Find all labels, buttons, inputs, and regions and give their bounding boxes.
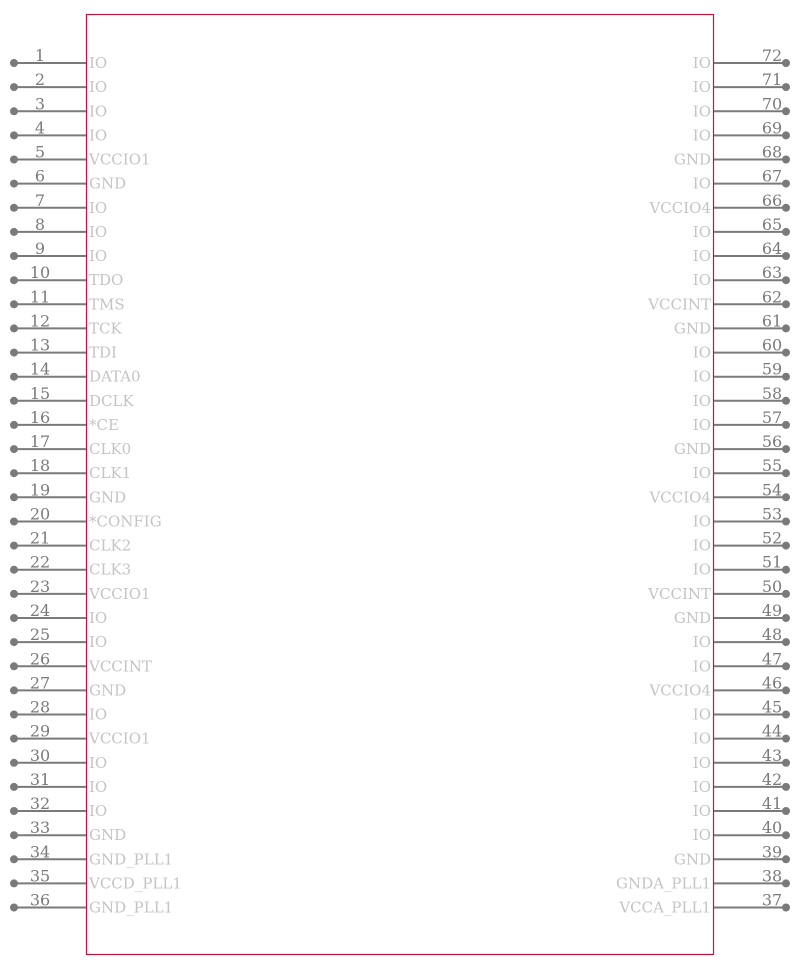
pin-end-dot	[782, 638, 790, 646]
pin-label: IO	[692, 54, 711, 72]
pin-label: VCCA_PLL1	[619, 898, 711, 917]
pin-label: VCCD_PLL1	[89, 874, 182, 893]
pin-end-dot	[10, 445, 18, 453]
pin-end-dot	[782, 518, 790, 526]
pin-label: VCCINT	[648, 295, 711, 314]
pin-number: 12	[29, 311, 51, 331]
pin-end-dot	[10, 735, 18, 743]
pin-label: IO	[692, 222, 711, 241]
pin-number: 49	[761, 601, 783, 620]
pin-end-dot	[782, 204, 790, 212]
pin-label: IO	[89, 705, 108, 724]
right-pin-67	[693, 167, 790, 193]
pin-end-dot	[782, 662, 790, 670]
pin-end-dot	[782, 783, 790, 791]
pin-number: 34	[29, 842, 51, 862]
pin-end-dot	[10, 156, 18, 164]
right-pin-62	[647, 287, 790, 313]
pin-end-dot	[782, 686, 790, 694]
pin-number: 35	[29, 866, 51, 886]
pin-end-dot	[10, 614, 18, 622]
right-pin-47	[693, 649, 790, 675]
pin-end-dot	[10, 204, 18, 212]
right-pin-56	[674, 432, 790, 458]
right-pin-61	[674, 311, 790, 337]
pin-number: 54	[761, 480, 783, 500]
pin-label: VCCIO4	[649, 198, 711, 217]
pin-number: 40	[761, 818, 783, 838]
pin-label: IO	[692, 705, 711, 724]
pin-end-dot	[782, 831, 790, 839]
left-pin-29	[10, 722, 151, 748]
pin-end-dot	[10, 373, 18, 381]
pin-label: *CE	[89, 415, 119, 434]
right-pin-69	[693, 118, 790, 144]
pin-number: 13	[29, 335, 51, 355]
pin-number: 70	[761, 94, 783, 114]
pin-number: 5	[34, 142, 46, 162]
right-pin-66	[648, 191, 790, 217]
pin-end-dot	[10, 59, 18, 67]
left-pin-16	[10, 408, 119, 434]
pin-number: 9	[34, 239, 46, 258]
pin-number: 37	[761, 890, 783, 910]
pin-label: GND	[673, 150, 711, 169]
pin-label: IO	[692, 777, 711, 796]
pin-label: IO	[89, 78, 108, 97]
right-pin-70	[693, 94, 790, 120]
pin-end-dot	[10, 421, 18, 429]
pin-end-dot	[782, 228, 790, 236]
pin-number: 59	[761, 359, 783, 379]
pin-label: GND	[673, 440, 711, 459]
pin-end-dot	[782, 590, 790, 598]
pin-number: 2	[34, 70, 46, 90]
pin-end-dot	[10, 493, 18, 501]
pin-number: 71	[761, 70, 783, 90]
left-pin-15	[10, 384, 134, 410]
pin-label: GND	[673, 609, 711, 627]
pin-end-dot	[782, 879, 790, 887]
left-pin-5	[10, 143, 151, 169]
pin-number: 14	[29, 359, 51, 379]
pin-end-dot	[782, 542, 790, 550]
pin-number: 32	[29, 794, 51, 813]
pin-label: IO	[692, 729, 711, 748]
pin-number: 16	[29, 407, 51, 427]
right-pin-51	[693, 553, 790, 579]
right-pin-49	[674, 601, 790, 627]
pin-number: 62	[761, 287, 783, 307]
left-pin-30	[10, 746, 107, 772]
pin-end-dot	[782, 445, 790, 453]
pin-label: VCCIO4	[649, 488, 711, 507]
pin-label: IO	[692, 367, 711, 386]
pin-end-dot	[10, 397, 18, 405]
pin-label: IO	[89, 753, 108, 772]
pin-number: 7	[34, 190, 46, 210]
pin-label: IO	[692, 102, 711, 121]
pin-label: CLK0	[89, 440, 132, 459]
right-pin-72	[693, 46, 790, 72]
pin-number: 29	[29, 721, 51, 741]
left-pin-13	[10, 336, 117, 362]
pin-label: GND	[89, 681, 127, 700]
pin-end-dot	[782, 614, 790, 622]
pin-number: 22	[29, 552, 51, 572]
pin-label: VCCIO1	[89, 584, 151, 603]
pin-number: 4	[34, 118, 46, 138]
left-pin-4	[10, 118, 107, 144]
pin-number: 25	[29, 625, 51, 645]
pin-label: IO	[692, 415, 711, 434]
pin-label: IO	[692, 657, 711, 676]
right-pin-46	[648, 673, 790, 699]
pin-number: 43	[761, 745, 783, 765]
pin-number: 11	[29, 287, 51, 307]
pin-number: 18	[29, 456, 51, 476]
pin-end-dot	[10, 83, 18, 91]
pin-number: 50	[761, 576, 783, 596]
pin-label: IO	[692, 271, 711, 290]
pin-label: IO	[692, 78, 711, 97]
right-pin-60	[693, 336, 790, 362]
pin-end-dot	[782, 493, 790, 501]
pin-number: 53	[761, 504, 783, 524]
pin-label: GND	[673, 850, 711, 869]
pin-number: 65	[761, 214, 783, 234]
pin-label: IO	[89, 198, 108, 217]
pin-label: IO	[692, 343, 711, 362]
pin-label: GND_PLL1	[89, 898, 174, 917]
pin-number: 31	[29, 769, 51, 789]
pin-number: 48	[761, 625, 783, 645]
pin-label: TMS	[89, 295, 125, 314]
pin-label: IO	[89, 126, 108, 145]
pin-label: IO	[89, 102, 108, 121]
pin-end-dot	[782, 855, 790, 863]
pin-number: 64	[761, 239, 783, 258]
pin-label: IO	[692, 247, 711, 265]
pin-label: CLK3	[89, 560, 132, 579]
pin-label: TDO	[89, 271, 124, 290]
pin-number: 3	[34, 94, 46, 114]
pin-end-dot	[10, 324, 18, 332]
pin-label: GND	[89, 174, 127, 193]
pin-end-dot	[10, 276, 18, 284]
left-pin-10	[10, 263, 123, 289]
pin-label: IO	[89, 222, 108, 241]
pin-number: 36	[29, 890, 51, 910]
pin-end-dot	[782, 566, 790, 574]
right-pin-57	[693, 408, 790, 434]
pin-label: TCK	[89, 319, 122, 338]
right-pin-group	[616, 46, 790, 917]
pin-end-dot	[782, 469, 790, 477]
pin-label: IO	[692, 753, 711, 772]
pin-number: 33	[29, 818, 51, 838]
pin-number: 72	[761, 46, 783, 65]
pin-label: IO	[692, 464, 711, 483]
pin-end-dot	[10, 518, 18, 526]
pin-end-dot	[782, 904, 790, 912]
pin-end-dot	[782, 107, 790, 115]
pin-end-dot	[782, 421, 790, 429]
pin-label: IO	[89, 54, 108, 72]
right-pin-65	[693, 215, 790, 241]
pin-end-dot	[782, 156, 790, 164]
pin-label: CLK1	[89, 464, 132, 483]
pin-number: 56	[761, 432, 783, 452]
pin-number: 8	[34, 214, 46, 234]
left-pin-12	[10, 311, 122, 337]
pin-number: 23	[29, 576, 51, 596]
left-pin-14	[10, 360, 141, 386]
pin-number: 21	[29, 528, 51, 548]
pin-number: 60	[761, 335, 783, 355]
pin-number: 66	[761, 190, 783, 210]
pin-label: IO	[692, 174, 711, 193]
pin-label: GND	[89, 488, 127, 507]
left-pin-24	[10, 601, 107, 627]
pin-end-dot	[10, 807, 18, 815]
right-pin-39	[674, 842, 790, 868]
right-pin-64	[693, 239, 790, 265]
right-pin-41	[693, 794, 790, 820]
pin-number: 45	[761, 697, 783, 717]
pin-number: 52	[761, 528, 783, 548]
pin-end-dot	[782, 324, 790, 332]
pin-number: 19	[29, 480, 51, 500]
right-pin-53	[693, 505, 790, 531]
right-pin-37	[618, 891, 790, 917]
pin-label: IO	[692, 391, 711, 410]
pin-label: IO	[89, 247, 108, 265]
pin-number: 17	[29, 432, 51, 452]
pin-label: IO	[692, 536, 711, 555]
right-pin-50	[647, 577, 790, 603]
pin-end-dot	[10, 904, 18, 912]
pin-number: 63	[761, 263, 783, 283]
pin-label: VCCIO1	[89, 729, 151, 748]
pin-number: 58	[761, 383, 783, 403]
pin-end-dot	[782, 397, 790, 405]
pin-end-dot	[10, 855, 18, 863]
pin-end-dot	[10, 300, 18, 308]
pin-number: 39	[761, 842, 783, 862]
pin-label: IO	[692, 633, 711, 652]
pin-label: IO	[89, 609, 108, 627]
pin-number: 1	[34, 46, 46, 65]
pin-end-dot	[10, 759, 18, 767]
pin-number: 38	[761, 866, 783, 886]
pin-number: 67	[761, 166, 783, 186]
left-pin-7	[10, 191, 107, 217]
right-pin-48	[693, 625, 790, 651]
right-pin-63	[693, 263, 790, 289]
right-pin-54	[648, 480, 790, 506]
left-pin-22	[10, 553, 131, 579]
left-pin-3	[10, 94, 107, 120]
left-pin-31	[10, 770, 107, 796]
pin-end-dot	[10, 638, 18, 646]
left-pin-17	[10, 432, 131, 458]
right-pin-38	[616, 866, 790, 892]
pin-label: DATA0	[89, 367, 141, 386]
pin-end-dot	[782, 83, 790, 91]
pin-label: VCCINT	[89, 657, 152, 676]
pin-number: 27	[29, 673, 51, 693]
pin-end-dot	[782, 276, 790, 284]
right-pin-45	[693, 698, 790, 724]
pin-end-dot	[782, 807, 790, 815]
pin-end-dot	[10, 566, 18, 574]
left-pin-36	[10, 891, 173, 917]
right-pin-59	[693, 360, 790, 386]
pin-label: IO	[692, 512, 711, 531]
left-pin-8	[10, 215, 107, 241]
pin-number: 42	[761, 769, 783, 789]
pin-end-dot	[782, 711, 790, 719]
left-pin-11	[10, 287, 125, 313]
pin-label: IO	[692, 826, 711, 845]
pin-number: 69	[761, 118, 783, 138]
pin-number: 51	[761, 552, 783, 572]
pin-label: IO	[89, 802, 108, 820]
pin-label: IO	[692, 560, 711, 579]
pin-end-dot	[10, 107, 18, 115]
pin-label: VCCIO1	[89, 150, 151, 169]
pin-number: 24	[29, 601, 51, 620]
pin-end-dot	[782, 180, 790, 188]
pin-end-dot	[10, 542, 18, 550]
pin-end-dot	[10, 252, 18, 260]
pin-number: 61	[761, 311, 783, 331]
pin-label: GND_PLL1	[89, 850, 174, 869]
right-pin-58	[693, 384, 790, 410]
pin-number: 41	[761, 794, 783, 813]
pin-end-dot	[10, 783, 18, 791]
pin-number: 68	[761, 142, 783, 162]
pin-end-dot	[10, 180, 18, 188]
right-pin-42	[693, 770, 790, 796]
pin-number: 47	[761, 649, 783, 669]
left-pin-32	[10, 794, 107, 820]
pin-label: IO	[692, 802, 711, 820]
left-pin-34	[10, 842, 173, 868]
pin-number: 6	[34, 166, 46, 186]
pin-number: 15	[29, 383, 51, 403]
pin-number: 20	[29, 504, 51, 524]
left-pin-20	[10, 505, 162, 531]
pin-end-dot	[782, 349, 790, 357]
pin-end-dot	[782, 252, 790, 260]
right-pin-55	[693, 456, 790, 482]
pin-end-dot	[782, 131, 790, 139]
pin-end-dot	[10, 590, 18, 598]
pin-end-dot	[782, 735, 790, 743]
left-pin-18	[10, 456, 131, 482]
pin-label: *CONFIG	[89, 512, 162, 531]
left-pin-35	[10, 866, 182, 892]
component-body	[87, 15, 714, 955]
pin-label: TDI	[89, 343, 117, 362]
pin-end-dot	[10, 711, 18, 719]
pin-end-dot	[10, 686, 18, 694]
pin-number: 30	[29, 745, 51, 765]
left-pin-group	[10, 46, 182, 917]
pin-number: 44	[761, 721, 783, 741]
left-pin-23	[10, 577, 151, 603]
left-pin-21	[10, 529, 131, 555]
pin-number: 57	[761, 407, 783, 427]
left-pin-28	[10, 698, 107, 724]
pin-end-dot	[10, 879, 18, 887]
pin-end-dot	[782, 759, 790, 767]
pin-label: DCLK	[89, 391, 134, 410]
right-pin-68	[674, 143, 790, 169]
pin-number: 55	[761, 456, 783, 476]
pin-label: IO	[692, 126, 711, 145]
pin-label: IO	[89, 777, 108, 796]
pin-end-dot	[782, 300, 790, 308]
pin-end-dot	[10, 469, 18, 477]
left-pin-33	[10, 818, 126, 844]
left-pin-19	[10, 480, 126, 506]
left-pin-6	[10, 167, 126, 193]
left-pin-9	[10, 239, 107, 265]
pin-end-dot	[782, 59, 790, 67]
right-pin-40	[693, 818, 790, 844]
right-pin-44	[693, 722, 790, 748]
left-pin-27	[10, 673, 126, 699]
right-pin-71	[693, 70, 790, 96]
right-pin-43	[693, 746, 790, 772]
pin-label: GND	[673, 319, 711, 338]
pin-number: 26	[29, 649, 51, 669]
left-pin-26	[10, 649, 152, 675]
pin-label: VCCINT	[648, 584, 711, 603]
pin-number: 46	[761, 673, 783, 693]
pin-end-dot	[10, 831, 18, 839]
left-pin-1	[10, 46, 107, 72]
pin-label: CLK2	[89, 536, 132, 555]
pin-end-dot	[10, 228, 18, 236]
pin-end-dot	[782, 373, 790, 381]
pin-label: IO	[89, 633, 108, 652]
pin-label: GND	[89, 826, 127, 845]
pin-label: VCCIO4	[649, 681, 711, 700]
left-pin-25	[10, 625, 107, 651]
pin-number: 28	[29, 697, 51, 717]
pin-end-dot	[10, 662, 18, 670]
pin-label: GNDA_PLL1	[615, 874, 711, 893]
pin-number: 10	[29, 263, 51, 283]
pin-end-dot	[10, 131, 18, 139]
right-pin-52	[693, 529, 790, 555]
left-pin-2	[10, 70, 107, 96]
pin-end-dot	[10, 349, 18, 357]
